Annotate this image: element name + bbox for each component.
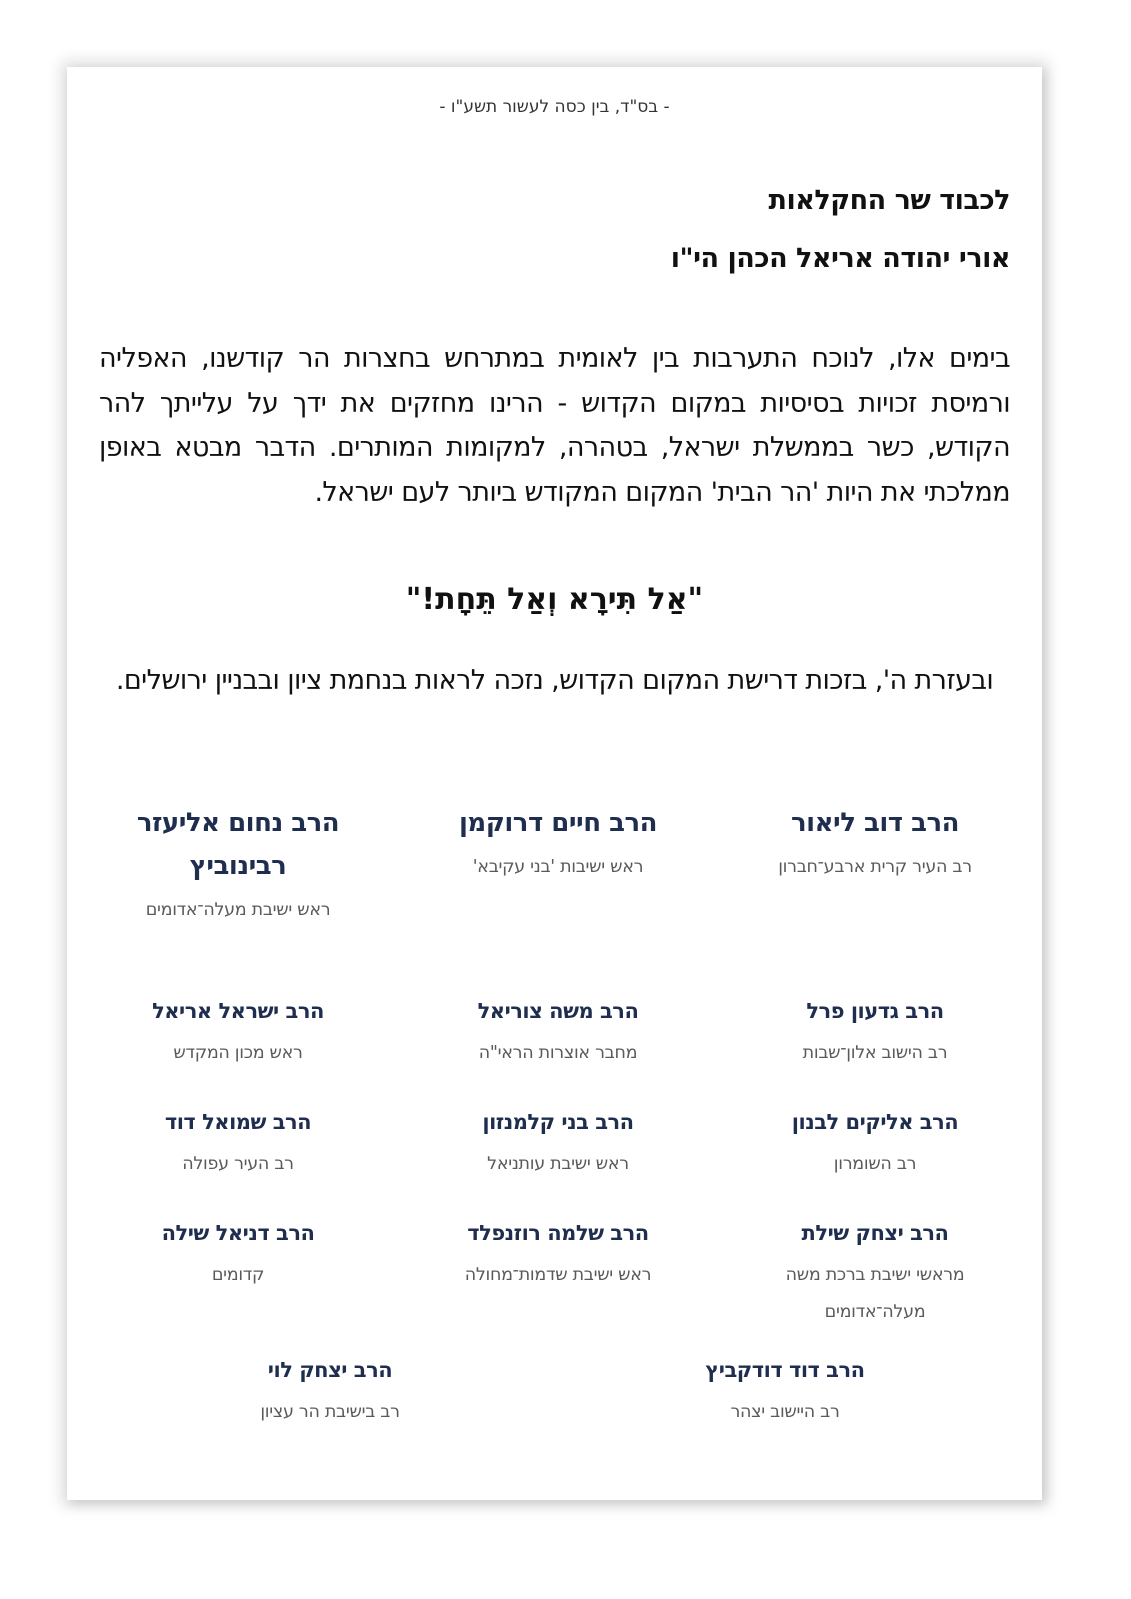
signatory-title: רב היישוב יצהר xyxy=(730,1402,840,1422)
signatory-title: רב העיר עפולה xyxy=(182,1154,294,1174)
signatory-title: מראשי ישיבת ברכת משה מעלה־אדומים xyxy=(785,1265,965,1322)
letter-page xyxy=(67,67,1042,1500)
addressee-name: אורי יהודה אריאל הכהן הי"ו xyxy=(670,243,1010,274)
signatory xyxy=(93,1219,383,1294)
signatory-title: רב השומרון xyxy=(833,1154,917,1174)
signatory-name: הרב שמואל דוד xyxy=(164,1110,312,1134)
signatory-title: ראש ישיבות 'בני עקיבא' xyxy=(472,857,644,877)
signatory-name: הרב שלמה רוזנפלד xyxy=(467,1221,649,1245)
signatory-name: הרב גדעון פרל xyxy=(806,999,944,1023)
signatory xyxy=(640,1356,930,1431)
signatory-name: הרב יצחק לוי xyxy=(267,1358,393,1382)
signatory xyxy=(413,1108,703,1183)
signatory-title: קדומים xyxy=(211,1265,265,1285)
signatory-title: ראש ישיבת עותניאל xyxy=(487,1154,629,1174)
signatory-name: הרב ישראל אריאל xyxy=(152,999,324,1023)
signatory xyxy=(93,802,383,928)
signatory xyxy=(413,997,703,1072)
signatory-title: מחבר אוצרות הראי"ה xyxy=(478,1043,638,1063)
signatory xyxy=(185,1356,475,1431)
signatory-name: הרב בני קלמנזון xyxy=(482,1110,634,1134)
signatory-title: רב העיר קרית ארבע־חברון xyxy=(778,857,972,877)
signatory-name: הרב דוב ליאור xyxy=(791,808,959,838)
signatory-name: הרב חיים דרוקמן xyxy=(459,808,657,838)
signatory xyxy=(730,1219,1020,1331)
signatory-name: הרב דניאל שילה xyxy=(161,1221,315,1245)
addressee-title: לכבוד שר החקלאות xyxy=(768,185,1010,216)
signatory-name: הרב יצחק שילת xyxy=(801,1221,949,1245)
signatory-name: הרב אליקים לבנון xyxy=(791,1110,959,1134)
signatory xyxy=(93,997,383,1072)
signatory xyxy=(413,1219,703,1294)
quote: "אַל תִּירָא וְאַל תֵּחָת!" xyxy=(405,582,704,617)
signatory-title: ראש ישיבת שדמות־מחולה xyxy=(464,1265,652,1285)
header-line: - בס"ד, בין כסה לעשור תשע"ו - xyxy=(439,97,670,117)
signatory-title: רב הישוב אלון־שבות xyxy=(802,1043,948,1063)
signatory-title: רב בישיבת הר עציון xyxy=(260,1402,400,1422)
signatory-title: ראש ישיבת מעלה־אדומים xyxy=(145,900,331,920)
signatory-name: הרב דוד דודקביץ xyxy=(705,1358,865,1382)
closing-paragraph: ובעזרת ה', בזכות דרישת המקום הקדוש, נזכה לראות בנחמת ציון ובבניין ירושלים. xyxy=(115,665,994,696)
signatory xyxy=(93,1108,383,1183)
signatory xyxy=(413,802,703,885)
signatory-name: הרב נחום אליעזר רבינוביץ xyxy=(136,808,340,881)
signatory-title: ראש מכון המקדש xyxy=(173,1043,303,1063)
body-paragraph: בימים אלו, לנוכח התערבות בין לאומית במתרחש בחצרות הר קודשנו, האפליה ורמיסת זכויות בסיסיות במקום הקדוש - הרינו מחזקים את ידך על עלייתך להר הקודש, כשר בממשלת ישראל, בטהרה, למקומות המותרים. הדבר מבטא באופן ממלכתי את היות 'הר הבית' המקום המקודש ביותר לעם ישראל. xyxy=(99,343,1010,508)
signatory xyxy=(730,802,1020,885)
signatory xyxy=(730,1108,1020,1183)
signatory xyxy=(730,997,1020,1072)
signatory-name: הרב משה צוריאל xyxy=(477,999,639,1023)
